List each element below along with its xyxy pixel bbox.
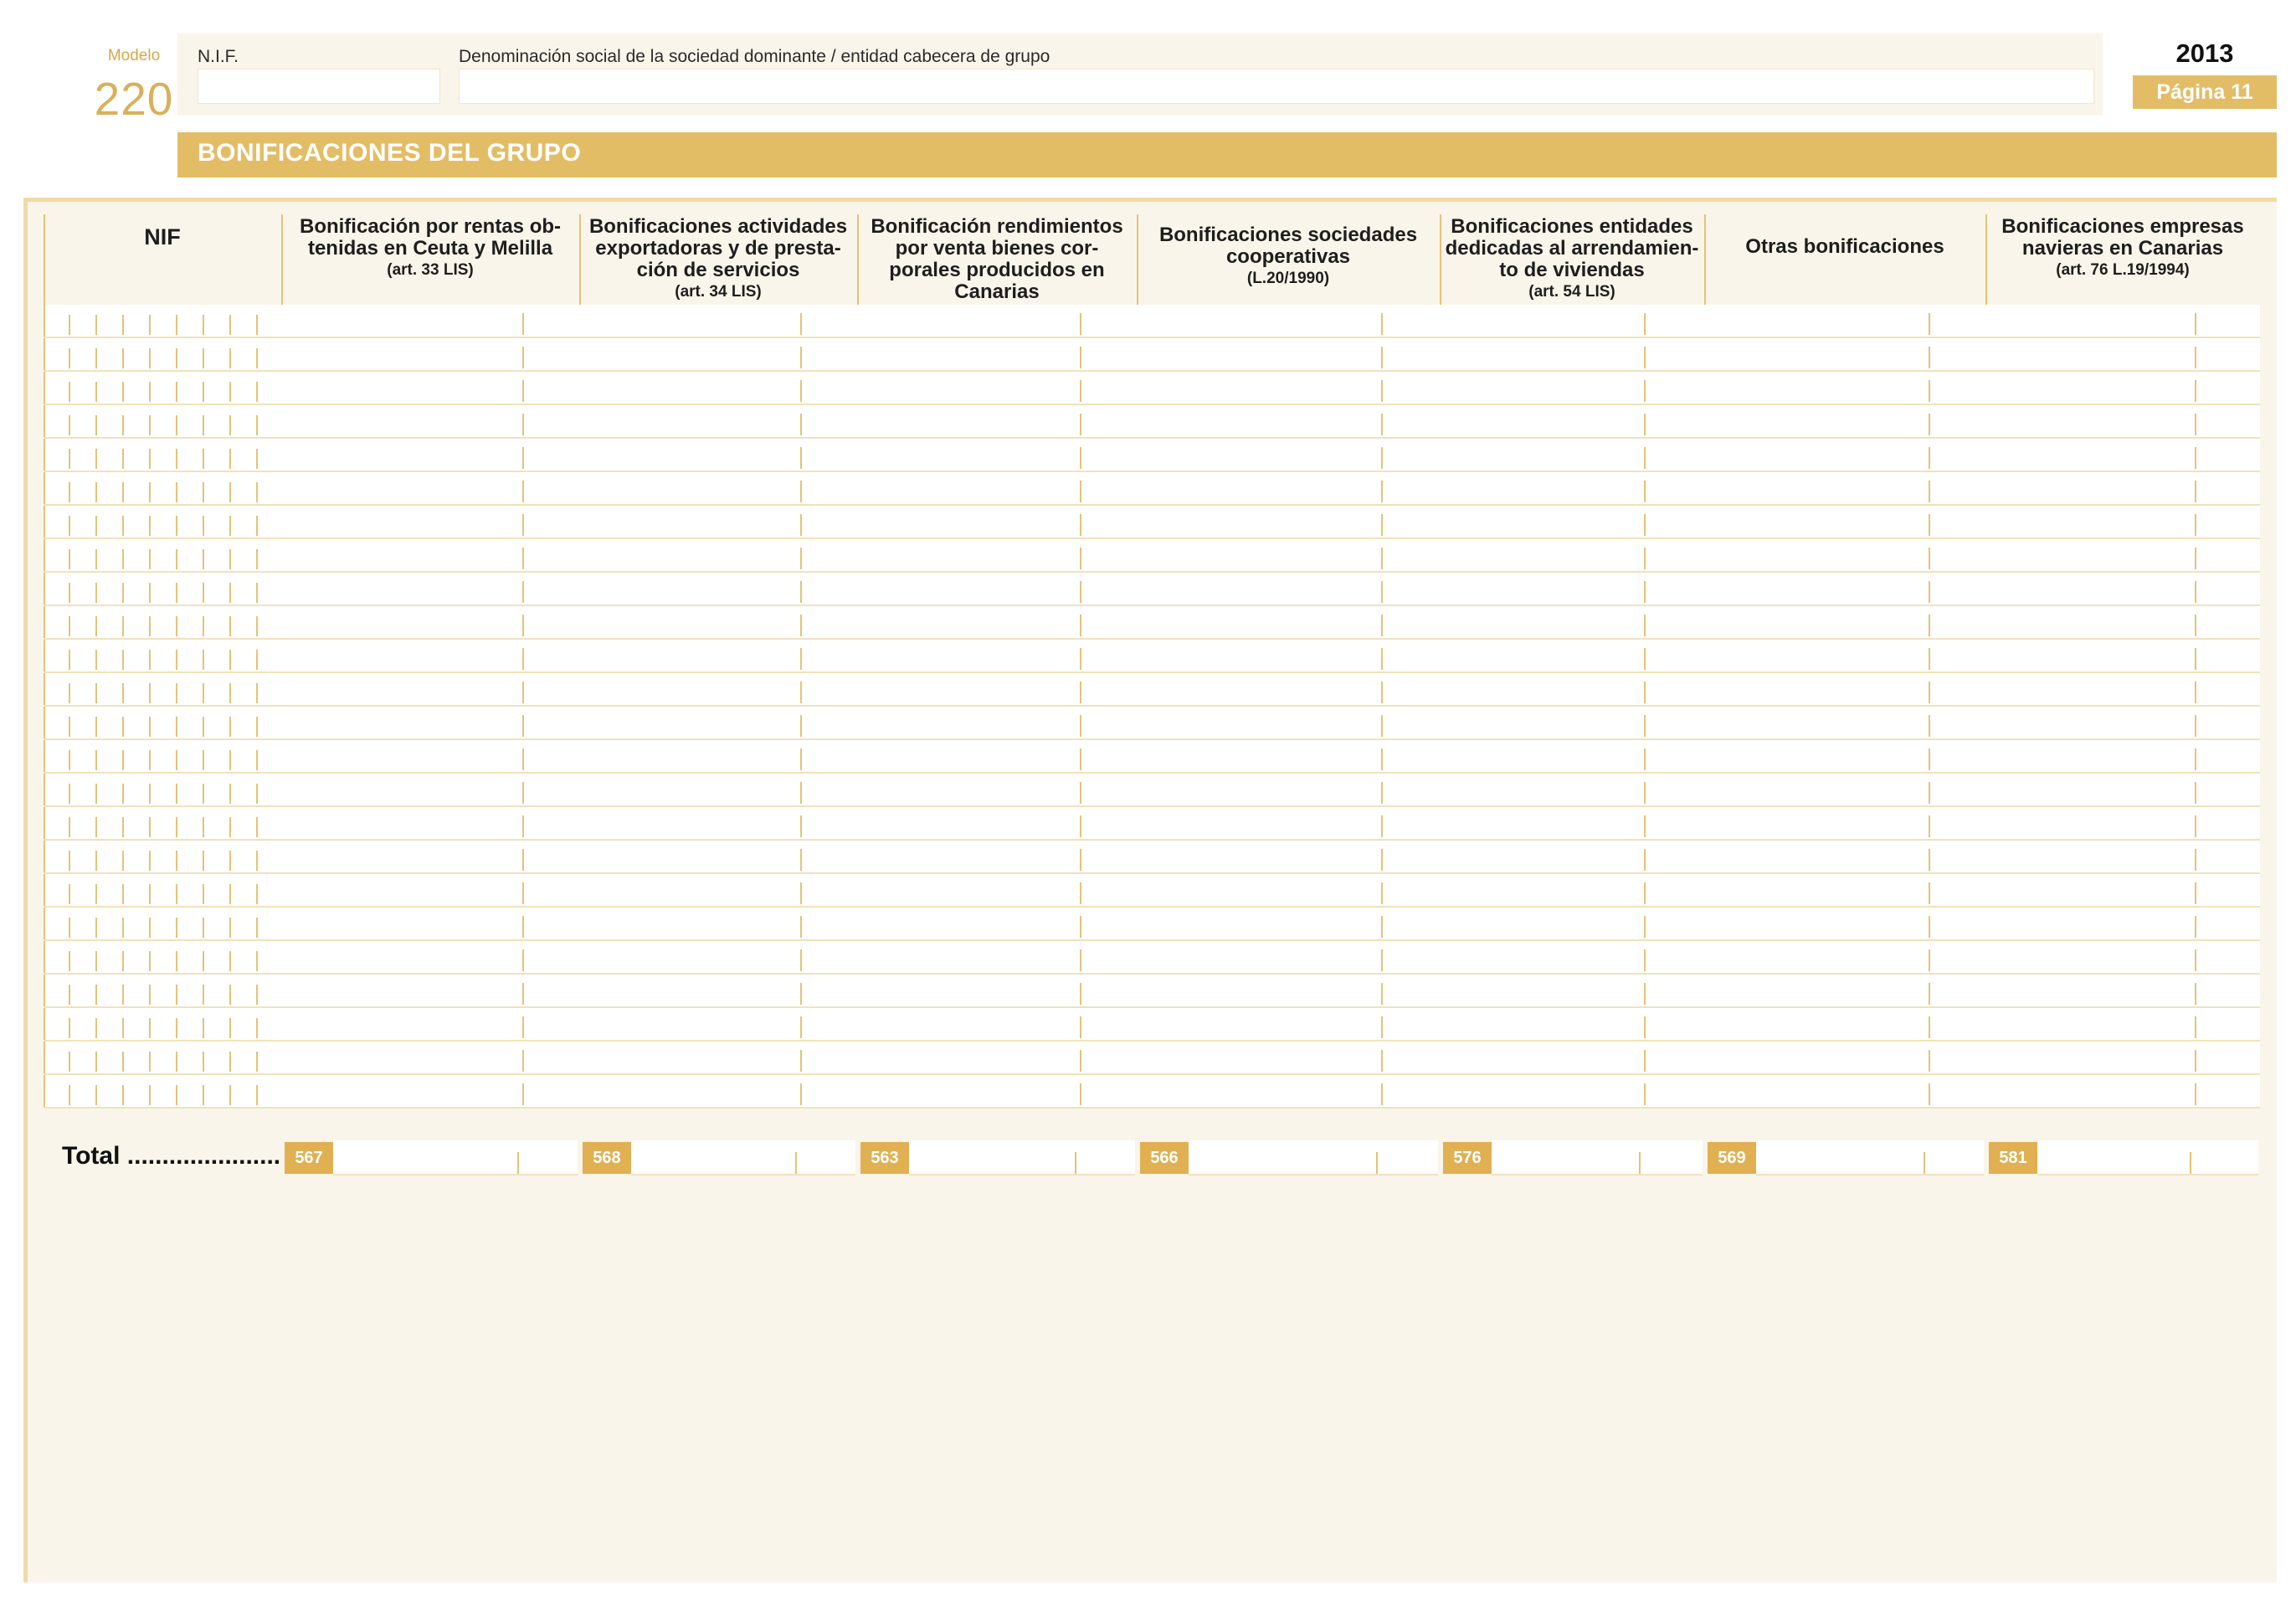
amount-cell-viviendas[interactable]: [1441, 573, 1703, 604]
amount-cell-exportadoras[interactable]: [581, 1075, 855, 1107]
nif-cell[interactable]: [45, 539, 280, 571]
amount-cell-ceuta_melilla[interactable]: [283, 975, 578, 1006]
amount-cell-otras[interactable]: [1706, 740, 1984, 772]
amount-cell-navieras[interactable]: [1987, 807, 2258, 839]
nif-cell[interactable]: [45, 606, 280, 638]
amount-cell-viviendas[interactable]: [1441, 472, 1703, 504]
amount-cell-cooperativas[interactable]: [1138, 439, 1438, 471]
col-header-title: Bonificación rendimientos por venta bienes cor-porales producidos en Canarias: [871, 215, 1123, 303]
nif-cell[interactable]: [45, 1042, 280, 1073]
amount-cell-ceuta_melilla[interactable]: [283, 338, 578, 370]
total-decimal-tick: [1639, 1152, 1641, 1174]
total-box-code: 567: [285, 1142, 333, 1174]
amount-cell-navieras[interactable]: [1987, 539, 2258, 571]
total-label: Total ......................: [62, 1142, 281, 1170]
amount-cell-otras[interactable]: [1706, 573, 1984, 604]
amount-cell-viviendas[interactable]: [1441, 606, 1703, 638]
amount-cell-canarias_rend[interactable]: [859, 573, 1135, 604]
amount-cell-exportadoras[interactable]: [581, 1042, 855, 1073]
nif-cell[interactable]: [45, 305, 280, 337]
amount-cell-otras[interactable]: [1706, 506, 1984, 538]
total-field-569[interactable]: [1756, 1140, 1984, 1175]
amount-cell-navieras[interactable]: [1987, 874, 2258, 906]
amount-cell-viviendas[interactable]: [1441, 673, 1703, 705]
amount-cell-navieras[interactable]: [1987, 372, 2258, 404]
amount-cell-cooperativas[interactable]: [1138, 539, 1438, 571]
amount-cell-cooperativas[interactable]: [1138, 640, 1438, 671]
total-field-567[interactable]: [333, 1140, 578, 1175]
amount-cell-exportadoras[interactable]: [581, 774, 855, 805]
denominacion-field[interactable]: [459, 69, 2094, 104]
col-header-ceuta_melilla: [285, 216, 576, 280]
amount-cell-otras[interactable]: [1706, 1075, 1984, 1107]
amount-cell-cooperativas[interactable]: [1138, 807, 1438, 839]
amount-cell-canarias_rend[interactable]: [859, 1042, 1135, 1073]
amount-cell-navieras[interactable]: [1987, 472, 2258, 504]
amount-cell-otras[interactable]: [1706, 1042, 1984, 1073]
col-header-subtitle: (art. 76 L.19/1994): [2056, 261, 2190, 279]
total-field-563[interactable]: [909, 1140, 1135, 1175]
amount-cell-otras[interactable]: [1706, 673, 1984, 705]
amount-cell-exportadoras[interactable]: [581, 975, 855, 1006]
amount-cell-canarias_rend[interactable]: [859, 472, 1135, 504]
col-header-title: NIF: [144, 224, 181, 249]
amount-cell-otras[interactable]: [1706, 975, 1984, 1006]
amount-cell-otras[interactable]: [1706, 372, 1984, 404]
nif-cell[interactable]: [45, 975, 280, 1006]
nif-cell[interactable]: [45, 506, 280, 538]
amount-cell-ceuta_melilla[interactable]: [283, 606, 578, 638]
year-badge: 2013: [2133, 37, 2277, 70]
amount-cell-canarias_rend[interactable]: [859, 707, 1135, 738]
amount-cell-navieras[interactable]: [1987, 707, 2258, 738]
col-header-exportadoras: [583, 216, 854, 301]
total-decimal-tick: [1376, 1152, 1378, 1174]
amount-cell-otras[interactable]: [1706, 707, 1984, 738]
total-field-576[interactable]: [1492, 1140, 1703, 1175]
amount-cell-canarias_rend[interactable]: [859, 874, 1135, 906]
amount-cell-exportadoras[interactable]: [581, 305, 855, 337]
nif-cell[interactable]: [45, 707, 280, 738]
amount-cell-otras[interactable]: [1706, 472, 1984, 504]
amount-cell-exportadoras[interactable]: [581, 841, 855, 872]
col-header-title: Bonificaciones empresas navieras en Canarias: [2001, 215, 2244, 260]
amount-cell-canarias_rend[interactable]: [859, 372, 1135, 404]
amount-cell-cooperativas[interactable]: [1138, 506, 1438, 538]
col-header-subtitle: (art. 54 LIS): [1528, 283, 1615, 301]
amount-cell-ceuta_melilla[interactable]: [283, 707, 578, 738]
amount-cell-navieras[interactable]: [1987, 405, 2258, 437]
amount-cell-ceuta_melilla[interactable]: [283, 1008, 578, 1040]
amount-cell-viviendas[interactable]: [1441, 640, 1703, 671]
amount-cell-exportadoras[interactable]: [581, 640, 855, 671]
amount-cell-cooperativas[interactable]: [1138, 941, 1438, 973]
amount-cell-viviendas[interactable]: [1441, 1042, 1703, 1073]
amount-cell-navieras[interactable]: [1987, 606, 2258, 638]
amount-cell-ceuta_melilla[interactable]: [283, 640, 578, 671]
nif-cell[interactable]: [45, 439, 280, 471]
amount-cell-viviendas[interactable]: [1441, 807, 1703, 839]
nif-label: N.I.F.: [198, 47, 239, 66]
col-header-viviendas: [1443, 216, 1701, 301]
amount-cell-navieras[interactable]: [1987, 841, 2258, 872]
col-header-title: Bonificaciones entidades dedicadas al arrendamien-to de viviendas: [1445, 215, 1699, 281]
amount-cell-viviendas[interactable]: [1441, 908, 1703, 939]
amount-cell-navieras[interactable]: [1987, 1042, 2258, 1073]
amount-cell-otras[interactable]: [1706, 439, 1984, 471]
amount-cell-cooperativas[interactable]: [1138, 573, 1438, 604]
amount-cell-ceuta_melilla[interactable]: [283, 506, 578, 538]
amount-cell-exportadoras[interactable]: [581, 941, 855, 973]
amount-cell-ceuta_melilla[interactable]: [283, 472, 578, 504]
total-box-code: 568: [583, 1142, 631, 1174]
amount-cell-exportadoras[interactable]: [581, 338, 855, 370]
amount-cell-navieras[interactable]: [1987, 908, 2258, 939]
amount-cell-exportadoras[interactable]: [581, 573, 855, 604]
section-title: BONIFICACIONES DEL GRUPO: [198, 139, 582, 167]
amount-cell-viviendas[interactable]: [1441, 539, 1703, 571]
amount-cell-ceuta_melilla[interactable]: [283, 439, 578, 471]
modelo-number: 220: [94, 73, 174, 125]
nif-cell[interactable]: [45, 874, 280, 906]
amount-cell-cooperativas[interactable]: [1138, 975, 1438, 1006]
amount-cell-navieras[interactable]: [1987, 1075, 2258, 1107]
nif-cell[interactable]: [45, 807, 280, 839]
nif-cell[interactable]: [45, 740, 280, 772]
col-header-subtitle: (L.20/1990): [1246, 270, 1330, 287]
modelo-label: Modelo: [107, 47, 161, 64]
col-header-subtitle: (art. 34 LIS): [675, 283, 762, 301]
amount-cell-ceuta_melilla[interactable]: [283, 941, 578, 973]
amount-cell-ceuta_melilla[interactable]: [283, 405, 578, 437]
amount-cell-otras[interactable]: [1706, 606, 1984, 638]
col-header-subtitle: (art. 33 LIS): [387, 261, 474, 279]
amount-cell-ceuta_melilla[interactable]: [283, 1075, 578, 1107]
amount-cell-viviendas[interactable]: [1441, 941, 1703, 973]
amount-cell-viviendas[interactable]: [1441, 305, 1703, 337]
amount-cell-canarias_rend[interactable]: [859, 640, 1135, 671]
amount-cell-cooperativas[interactable]: [1138, 874, 1438, 906]
amount-cell-canarias_rend[interactable]: [859, 908, 1135, 939]
nif-cell[interactable]: [45, 640, 280, 671]
total-decimal-tick: [2190, 1152, 2191, 1174]
amount-cell-viviendas[interactable]: [1441, 874, 1703, 906]
amount-cell-viviendas[interactable]: [1441, 975, 1703, 1006]
amount-cell-ceuta_melilla[interactable]: [283, 539, 578, 571]
amount-cell-cooperativas[interactable]: [1138, 1042, 1438, 1073]
nif-cell[interactable]: [45, 908, 280, 939]
amount-cell-canarias_rend[interactable]: [859, 305, 1135, 337]
amount-cell-navieras[interactable]: [1987, 640, 2258, 671]
amount-cell-ceuta_melilla[interactable]: [283, 841, 578, 872]
amount-cell-otras[interactable]: [1706, 841, 1984, 872]
amount-cell-viviendas[interactable]: [1441, 506, 1703, 538]
nif-cell[interactable]: [45, 941, 280, 973]
amount-cell-canarias_rend[interactable]: [859, 740, 1135, 772]
amount-cell-canarias_rend[interactable]: [859, 841, 1135, 872]
amount-cell-viviendas[interactable]: [1441, 405, 1703, 437]
amount-cell-exportadoras[interactable]: [581, 673, 855, 705]
total-box-code: 576: [1443, 1142, 1492, 1174]
amount-cell-navieras[interactable]: [1987, 305, 2258, 337]
amount-cell-exportadoras[interactable]: [581, 606, 855, 638]
total-box-code: 563: [860, 1142, 909, 1174]
amount-cell-ceuta_melilla[interactable]: [283, 774, 578, 805]
amount-cell-ceuta_melilla[interactable]: [283, 1042, 578, 1073]
amount-cell-canarias_rend[interactable]: [859, 506, 1135, 538]
total-box-code: 569: [1708, 1142, 1756, 1174]
nif-cell[interactable]: [45, 841, 280, 872]
nif-cell[interactable]: [45, 1075, 280, 1107]
header-panel: [177, 33, 2103, 116]
total-box-code: 581: [1989, 1142, 2037, 1174]
amount-cell-navieras[interactable]: [1987, 573, 2258, 604]
total-decimal-tick: [795, 1152, 797, 1174]
amount-cell-ceuta_melilla[interactable]: [283, 305, 578, 337]
amount-cell-cooperativas[interactable]: [1138, 338, 1438, 370]
nif-cell[interactable]: [45, 573, 280, 604]
amount-cell-exportadoras[interactable]: [581, 707, 855, 738]
amount-cell-viviendas[interactable]: [1441, 1075, 1703, 1107]
amount-cell-cooperativas[interactable]: [1138, 908, 1438, 939]
total-decimal-tick: [517, 1152, 519, 1174]
denominacion-label: Denominación social de la sociedad dominante / entidad cabecera de grupo: [459, 47, 1050, 66]
nif-cell[interactable]: [45, 338, 280, 370]
amount-cell-navieras[interactable]: [1987, 439, 2258, 471]
amount-cell-exportadoras[interactable]: [581, 539, 855, 571]
amount-cell-otras[interactable]: [1706, 874, 1984, 906]
nif-cell[interactable]: [45, 472, 280, 504]
amount-cell-exportadoras[interactable]: [581, 506, 855, 538]
amount-cell-cooperativas[interactable]: [1138, 841, 1438, 872]
amount-cell-otras[interactable]: [1706, 807, 1984, 839]
amount-cell-navieras[interactable]: [1987, 774, 2258, 805]
total-field-566[interactable]: [1189, 1140, 1438, 1175]
section-banner: [177, 132, 2277, 177]
amount-cell-viviendas[interactable]: [1441, 372, 1703, 404]
amount-cell-ceuta_melilla[interactable]: [283, 372, 578, 404]
amount-cell-ceuta_melilla[interactable]: [283, 673, 578, 705]
amount-cell-ceuta_melilla[interactable]: [283, 908, 578, 939]
amount-cell-navieras[interactable]: [1987, 338, 2258, 370]
amount-cell-otras[interactable]: [1706, 539, 1984, 571]
amount-cell-otras[interactable]: [1706, 640, 1984, 671]
amount-cell-exportadoras[interactable]: [581, 472, 855, 504]
col-header-nif: [47, 226, 278, 249]
amount-cell-navieras[interactable]: [1987, 673, 2258, 705]
amount-cell-cooperativas[interactable]: [1138, 606, 1438, 638]
amount-cell-exportadoras[interactable]: [581, 372, 855, 404]
amount-cell-ceuta_melilla[interactable]: [283, 874, 578, 906]
nif-cell[interactable]: [45, 372, 280, 404]
col-header-cooperativas: [1140, 224, 1436, 288]
amount-cell-navieras[interactable]: [1987, 506, 2258, 538]
amount-cell-ceuta_melilla[interactable]: [283, 807, 578, 839]
total-field-568[interactable]: [631, 1140, 855, 1175]
amount-cell-cooperativas[interactable]: [1138, 405, 1438, 437]
col-header-title: Bonificaciones sociedades cooperativas: [1158, 224, 1418, 268]
total-field-581[interactable]: [2037, 1140, 2258, 1175]
amount-cell-canarias_rend[interactable]: [859, 338, 1135, 370]
amount-cell-canarias_rend[interactable]: [859, 1008, 1135, 1040]
amount-cell-exportadoras[interactable]: [581, 439, 855, 471]
page-badge: Página 11: [2133, 75, 2277, 109]
amount-cell-ceuta_melilla[interactable]: [283, 573, 578, 604]
amount-cell-otras[interactable]: [1706, 941, 1984, 973]
amount-cell-canarias_rend[interactable]: [859, 975, 1135, 1006]
amount-cell-ceuta_melilla[interactable]: [283, 740, 578, 772]
amount-cell-exportadoras[interactable]: [581, 405, 855, 437]
amount-cell-otras[interactable]: [1706, 338, 1984, 370]
amount-cell-canarias_rend[interactable]: [859, 673, 1135, 705]
nif-cell[interactable]: [45, 1008, 280, 1040]
amount-cell-cooperativas[interactable]: [1138, 707, 1438, 738]
amount-cell-cooperativas[interactable]: [1138, 774, 1438, 805]
amount-cell-navieras[interactable]: [1987, 975, 2258, 1006]
amount-cell-exportadoras[interactable]: [581, 1008, 855, 1040]
amount-cell-cooperativas[interactable]: [1138, 472, 1438, 504]
nif-field[interactable]: [198, 69, 440, 104]
amount-cell-canarias_rend[interactable]: [859, 941, 1135, 973]
col-header-navieras: [1989, 216, 2257, 280]
amount-cell-cooperativas[interactable]: [1138, 1008, 1438, 1040]
amount-cell-navieras[interactable]: [1987, 1008, 2258, 1040]
col-header-title: Bonificaciones actividades exportadoras y de presta-ción de servicios: [588, 215, 848, 281]
amount-cell-exportadoras[interactable]: [581, 908, 855, 939]
amount-cell-canarias_rend[interactable]: [859, 774, 1135, 805]
nif-cell[interactable]: [45, 673, 280, 705]
amount-cell-canarias_rend[interactable]: [859, 1075, 1135, 1107]
amount-cell-viviendas[interactable]: [1441, 439, 1703, 471]
amount-cell-canarias_rend[interactable]: [859, 439, 1135, 471]
col-header-otras: [1708, 236, 1982, 260]
amount-cell-cooperativas[interactable]: [1138, 673, 1438, 705]
col-header-title: Bonificación por rentas ob-tenidas en Ceuta y Melilla: [299, 215, 562, 260]
amount-cell-otras[interactable]: [1706, 305, 1984, 337]
amount-cell-cooperativas[interactable]: [1138, 372, 1438, 404]
amount-cell-otras[interactable]: [1706, 1008, 1984, 1040]
amount-cell-otras[interactable]: [1706, 405, 1984, 437]
amount-cell-exportadoras[interactable]: [581, 874, 855, 906]
amount-cell-exportadoras[interactable]: [581, 807, 855, 839]
amount-cell-navieras[interactable]: [1987, 740, 2258, 772]
amount-cell-viviendas[interactable]: [1441, 338, 1703, 370]
amount-cell-otras[interactable]: [1706, 908, 1984, 939]
amount-cell-canarias_rend[interactable]: [859, 539, 1135, 571]
amount-cell-canarias_rend[interactable]: [859, 807, 1135, 839]
amount-cell-cooperativas[interactable]: [1138, 1075, 1438, 1107]
amount-cell-canarias_rend[interactable]: [859, 405, 1135, 437]
amount-cell-viviendas[interactable]: [1441, 1008, 1703, 1040]
total-decimal-tick: [1924, 1152, 1925, 1174]
amount-cell-viviendas[interactable]: [1441, 774, 1703, 805]
amount-cell-viviendas[interactable]: [1441, 707, 1703, 738]
total-box-code: 566: [1140, 1142, 1189, 1174]
amount-cell-cooperativas[interactable]: [1138, 305, 1438, 337]
amount-cell-viviendas[interactable]: [1441, 740, 1703, 772]
amount-cell-navieras[interactable]: [1987, 941, 2258, 973]
amount-cell-cooperativas[interactable]: [1138, 740, 1438, 772]
row-divider: [44, 1107, 2260, 1109]
amount-cell-viviendas[interactable]: [1441, 841, 1703, 872]
amount-cell-exportadoras[interactable]: [581, 740, 855, 772]
col-header-title: Otras bonificaciones: [1745, 235, 1944, 258]
amount-cell-canarias_rend[interactable]: [859, 606, 1135, 638]
amount-cell-otras[interactable]: [1706, 774, 1984, 805]
nif-cell[interactable]: [45, 774, 280, 805]
total-decimal-tick: [1075, 1152, 1076, 1174]
nif-cell[interactable]: [45, 405, 280, 437]
